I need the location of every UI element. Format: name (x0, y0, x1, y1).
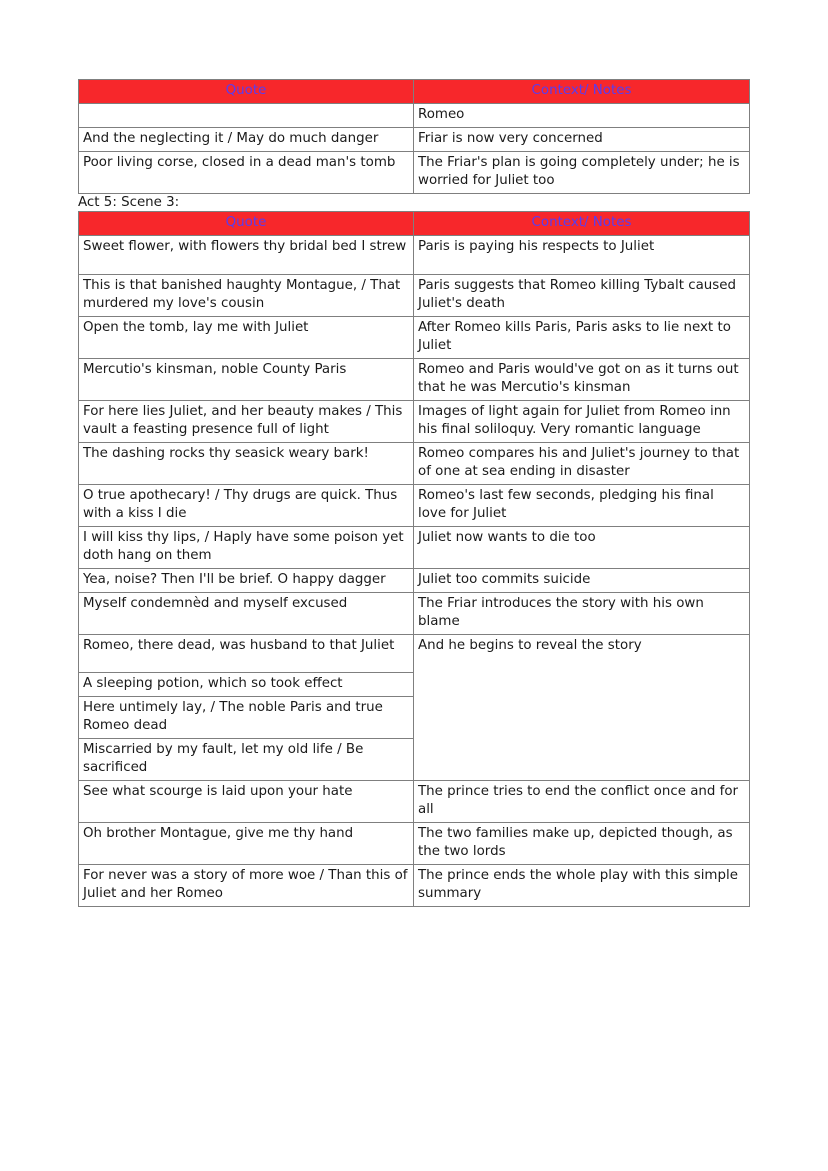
table-row (79, 152, 750, 194)
document-page (78, 79, 749, 907)
table-row (79, 569, 750, 593)
table-row (79, 236, 750, 275)
note-cell: The Friar introduces the story with his own blame (414, 593, 750, 635)
table-row (79, 593, 750, 635)
table-row (79, 317, 750, 359)
quote-cell: Sweet flower, with flowers thy bridal bed I strew (79, 236, 414, 275)
note-cell: The prince tries to end the conflict once and for all (414, 781, 750, 823)
quote-cell: Myself condemnèd and myself excused (79, 593, 414, 635)
table-row (79, 359, 750, 401)
table-row (79, 865, 750, 907)
quote-cell: O true apothecary! / Thy drugs are quick. Thus with a kiss I die (79, 485, 414, 527)
quote-cell: The dashing rocks thy seasick weary bark! (79, 443, 414, 485)
quote-table-act5-scene3 (78, 211, 750, 907)
quote-cell: This is that banished haughty Montague, / That murdered my love's cousin (79, 275, 414, 317)
note-cell: Romeo compares his and Juliet's journey to that of one at sea ending in disaster (414, 443, 750, 485)
quote-cell: I will kiss thy lips, / Haply have some poison yet doth hang on them (79, 527, 414, 569)
section-title: Act 5: Scene 3: (78, 195, 180, 210)
table-row (79, 104, 750, 128)
note-cell: Friar is now very concerned (414, 128, 750, 152)
note-cell: The two families make up, depicted though, as the two lords (414, 823, 750, 865)
header-context-notes: Context/ Notes (414, 212, 750, 236)
table-header-row (79, 80, 750, 104)
quote-cell: Oh brother Montague, give me thy hand (79, 823, 414, 865)
note-cell: Romeo (414, 104, 750, 128)
quote-cell: For never was a story of more woe / Than this of Juliet and her Romeo (79, 865, 414, 907)
quote-cell: For here lies Juliet, and her beauty makes / This vault a feasting presence full of light (79, 401, 414, 443)
quote-cell: Mercutio's kinsman, noble County Paris (79, 359, 414, 401)
header-context-notes: Context/ Notes (414, 80, 750, 104)
table-row (79, 781, 750, 823)
table-header-row (79, 212, 750, 236)
quote-cell: Romeo, there dead, was husband to that Juliet (79, 635, 414, 673)
note-cell: Romeo's last few seconds, pledging his final love for Juliet (414, 485, 750, 527)
header-quote: Quote (79, 212, 414, 236)
note-cell: After Romeo kills Paris, Paris asks to lie next to Juliet (414, 317, 750, 359)
quote-cell: Miscarried by my fault, let my old life / Be sacrificed (79, 739, 414, 781)
note-cell: Juliet too commits suicide (414, 569, 750, 593)
merged-note-cell: And he begins to reveal the story (414, 635, 750, 781)
note-cell: Paris is paying his respects to Juliet (414, 236, 750, 275)
quote-cell: Yea, noise? Then I'll be brief. O happy dagger (79, 569, 414, 593)
quote-cell: Here untimely lay, / The noble Paris and true Romeo dead (79, 697, 414, 739)
quote-cell (79, 104, 414, 128)
quote-cell: Poor living corse, closed in a dead man's tomb (79, 152, 414, 194)
table-row (79, 128, 750, 152)
table-row (79, 401, 750, 443)
quote-cell: And the neglecting it / May do much danger (79, 128, 414, 152)
table-row (79, 527, 750, 569)
quote-cell: Open the tomb, lay me with Juliet (79, 317, 414, 359)
table-row (79, 823, 750, 865)
quote-cell: See what scourge is laid upon your hate (79, 781, 414, 823)
table-row (79, 635, 750, 673)
table-row (79, 275, 750, 317)
note-cell: The Friar's plan is going completely under; he is worried for Juliet too (414, 152, 750, 194)
note-cell: Images of light again for Juliet from Romeo inn his final soliloquy. Very romantic language (414, 401, 750, 443)
note-cell: The prince ends the whole play with this simple summary (414, 865, 750, 907)
header-quote: Quote (79, 80, 414, 104)
table-row (79, 443, 750, 485)
table-row (79, 485, 750, 527)
quote-table-top (78, 79, 750, 194)
note-cell: Juliet now wants to die too (414, 527, 750, 569)
quote-cell: A sleeping potion, which so took effect (79, 673, 414, 697)
note-cell: Paris suggests that Romeo killing Tybalt caused Juliet's death (414, 275, 750, 317)
note-cell: Romeo and Paris would've got on as it turns out that he was Mercutio's kinsman (414, 359, 750, 401)
